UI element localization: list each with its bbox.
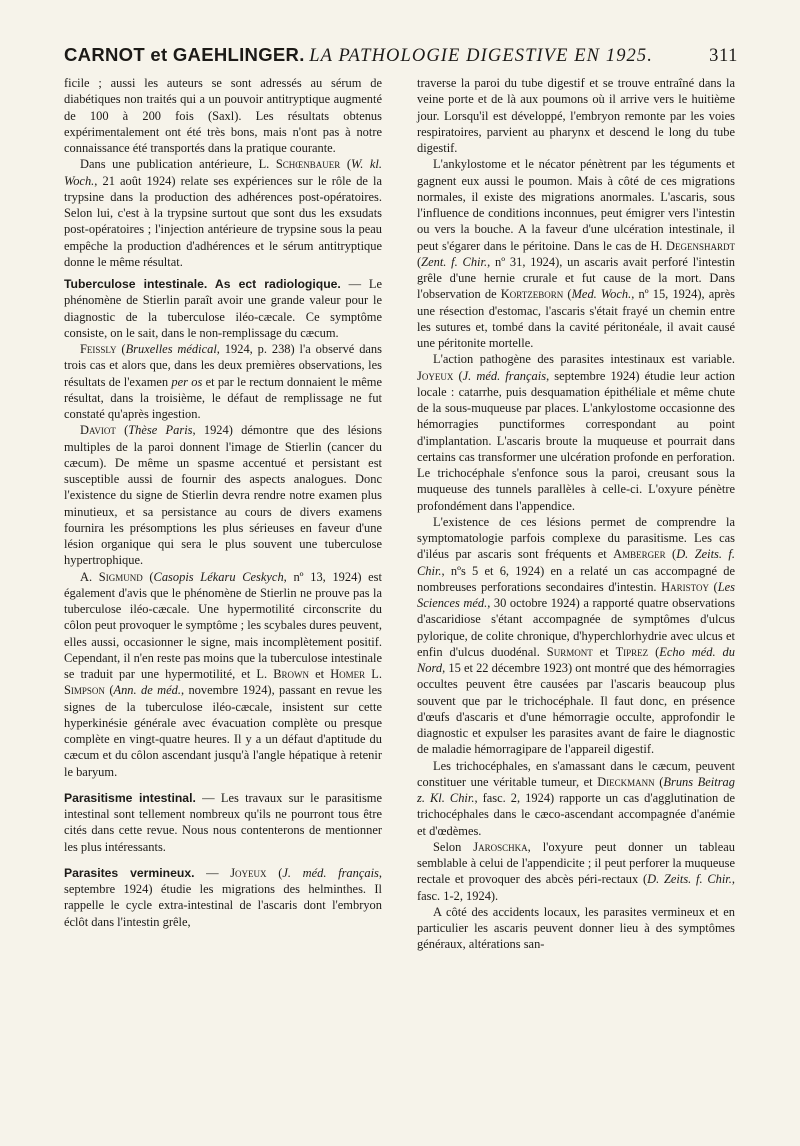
- paragraph: L'ankylostome et le nécator pénètrent par les téguments et gagnent eux aussi le poumon. Mais à côté de ces migrations normales, il existe des migrations anormales. L'ascaris, sous l'influence de conditions inconnues, peut émigrer vers l'intestin ou vers la bouche. A la faveur d'une ulcération intestinale, il peut s'égarer dans le péritoine. Dans le cas de H. Degenshardt (Zent. f. Chir., nº 31, 1924), un ascaris avait perforé l'intestin grêle d'une hernie crurale et fut cause de la mort. Dans l'observation de Kortzeborn (Med. Woch., nº 15, 1924), après une résection d'estomac, l'ascaris s'était frayé un chemin entre les sutures et, tombé dans la cavité péritonéale, il avait causé une péritonite mortelle.: [417, 157, 736, 350]
- journal-citation: Med. Woch.: [571, 287, 632, 302]
- author-name: Haristoy: [661, 579, 709, 594]
- journal-citation: Zent. f. Chir.: [421, 254, 488, 269]
- section-heading: Parasites vermineux.: [64, 865, 195, 880]
- paragraph: A. Sigmund (Casopis Lékaru Ceskych, nº 13, 1924) est également d'avis que le phénomène de Stierlin ne prouve pas la tuberculose iléo-cæcale. Une hypermotilité circonscrite du côlon peut provoquer le symptôme ; les scybales dures peuvent, elles aussi, occasionner le signe, mais incomplètement positif. Cependant, il n'en reste pas moins que la tuberculose intestinale se traduit par une hypermotilité, et L. Brown et Homer L. Simpson (Ann. de méd., novembre 1924), passant en revue les signes de la tuberculose iléo-cæcale, insistent sur cette hyperkinésie générale avec évacuation complète ou presque complète en vingt-quatre heures. Il y a un défaut d'aptitude du cæcum et du côlon ascendant jusqu'à l'angle hépatique à retenir le baryum.: [64, 569, 382, 779]
- author-name: A. Sigmund: [80, 569, 143, 584]
- section-heading: Tuberculose intestinale. As ect radiologique.: [64, 277, 341, 291]
- author-name: Surmont: [546, 644, 593, 659]
- paragraph: ficile ; aussi les auteurs se sont adressés au sérum de diabétiques non traités qui a un pouvoir antitryptique augmenté de 100 à 200 fois (Saxl). Les résultats obtenus expérimentalement ont été très bons, mais n'ont pas à notre connaissance été transportés dans la pratique courante.: [64, 76, 382, 155]
- paragraph: Les trichocéphales, en s'amassant dans le cæcum, peuvent constituer une véritable tumeur, et Dieckmann (Bruns Beitrag z. Kl. Chir., fasc. 2, 1924) rapporte un cas d'agglutination de trichocéphales dans le cæco-ascendant accompagnée d'anémie et d'œdèmes.: [417, 758, 735, 838]
- paragraph: L'action pathogène des parasites intestinaux est variable. Joyeux (J. méd. français, septembre 1924) étudie leur action locale : catarrhe, puis desquamation épithéliale et même chute de la sous-muqueuse par places. L'ankylostome occasionne des hémorragies punctiformes correspondant au point d'implantation. L'ascaris broute la muqueuse et pourrait dans certains cas transformer une ulcération profonde en perforation. Le trichocéphale s'enfonce sous la paroi, creusant sous la muqueuse des tunnels parallèles à celle-ci. L'oxyure pénètre profondément dans l'appendice.: [417, 352, 735, 513]
- paragraph: Daviot (Thèse Paris, 1924) démontre que des lésions multiples de la paroi donnent l'image de Stierlin (cancer du cæcum). De même un spasme accentué et persistant est susceptible aussi de fournir des aspects analogues. Donc l'existence du signe de Stierlin devra rendre notre examen plus minutieux, et sa persistance au cours de divers examens fournira les présomptions les plus sérieuses en faveur d'une lésion organique qui sera le plus souvent une tuberculose hypertrophique.: [64, 423, 382, 568]
- author-name: Daviot: [80, 423, 116, 438]
- paragraph: traverse la paroi du tube digestif et se trouve entraîné dans la veine porte et de là aux poumons où il arrive vers le huitième jour. Lorsqu'il est développé, l'embryon remonte par les voies respiratoires, parvient au pharynx et descend le long du tube digestif.: [417, 76, 735, 155]
- journal-citation: W. kl. Woch.: [64, 157, 382, 188]
- page-number: 311: [709, 46, 738, 66]
- author-name: Dieckmann: [597, 774, 655, 789]
- author-name: H. Degenshardt: [650, 238, 735, 253]
- paragraph: Selon Jaroschka, l'oxyure peut donner un tableau semblable à celui de l'appendicite ; il peut perforer la muqueuse rectale et provoquer des abcès péri-rectaux (D. Zeits. f. Chir., fasc. 1-2, 1924).: [417, 839, 735, 903]
- journal-citation: Ann. de méd.: [113, 683, 181, 698]
- author-name: Jaroschka: [473, 839, 528, 854]
- author-name: Amberger: [613, 547, 666, 562]
- journal-citation: J. méd. français: [282, 865, 379, 880]
- author-name: Tiprez: [615, 644, 649, 659]
- journal-citation: Thèse Paris: [128, 423, 193, 438]
- paragraph: L'existence de ces lésions permet de comprendre la symptomatologie parfois complexe du parasitisme. Les cas d'iléus par ascaris sont fréquents et Amberger (D. Zeits. f. Chir., nºs 5 et 6, 1924) en a relaté un cas accompagné de nombreuses perforations secondaires d'intestin. Haristoy (Les Sciences méd., 30 octobre 1924) a rapporté quatre observations d'ascaridiose s'étant accompagnée de symptômes d'ulcus pylorique, de colite chronique, d'hyperchlorhydrie avec ulcus et enfin d'ulcus duodénal. Surmont et Tiprez (Echo méd. du Nord, 15 et 22 décembre 1923) ont montré que des hémorragies occultes peuvent être causées par l'ascaris beaucoup plus souvent que par le trichocéphale. Il faut donc, en présence d'œufs d'ascaris et d'une hémorragie occulte, approfondir le diagnostic et expulser les parasites avant de faire le diagnostic de maladie hémorragipare de l'appareil digestif.: [417, 514, 735, 757]
- paragraph: Parasites vermineux. — Joyeux (J. méd. français, septembre 1924) étudie les migrations des helminthes. Il rappelle le cycle extra-intestinal de l'ascaris dont l'embryon éclôt dans l'intestin grêle,: [64, 865, 382, 929]
- author-name: Homer L. Simpson: [64, 667, 382, 698]
- journal-citation: Echo méd. du Nord: [417, 644, 735, 675]
- journal-citation: D. Zeits. f. Chir.: [417, 547, 735, 578]
- journal-citation: Bruns Beitrag z. Kl. Chir.: [417, 774, 735, 805]
- journal-citation: Casopis Lékaru Ceskych: [153, 569, 284, 584]
- header-authors: CARNOT et GAEHLINGER.: [64, 44, 305, 65]
- journal-citation: Bruxelles médical: [125, 342, 217, 356]
- paragraph: Dans une publication antérieure, L. Schœnbauer (W. kl. Woch., 21 août 1924) relate ses expériences sur le rôle de la trypsine dans la production des adhérences post-opératoires. Selon lui, c'est à la trypsine surtout que sont dus les exsudats post-opératoires ; l'injection antérieure de trypsine sous la peau empêche la production d'adhérences et le sérum antitryptique donne le même résultat.: [64, 157, 382, 269]
- author-name: Feissly: [80, 342, 117, 356]
- running-header: [64, 44, 738, 67]
- paragraph: Parasitisme intestinal. — Les travaux sur le parasitisme intestinal sont tellement nombreux qu'ils ne pourront tous être cités dans cette revue. Nous nous contenterons de mentionner les plus intéressants.: [64, 790, 383, 854]
- paragraph: Tuberculose intestinale. As ect radiologique. — Le phénomène de Stierlin paraît avoir une grande valeur pour le diagnostic de la tuberculose iléo-cæcale. Ce symptôme consiste, on le sait, dans le non-remplissage du cæcum.: [64, 277, 382, 340]
- paragraph: A côté des accidents locaux, les parasites vermineux et en particulier les ascaris peuvent donner lieu à des symptômes généraux, altérations san-: [417, 904, 735, 952]
- author-name: Kortzeborn: [500, 287, 564, 302]
- author-name: Joyeux: [417, 368, 454, 383]
- right-column: [417, 75, 735, 953]
- journal-citation: Les Sciences méd.: [417, 579, 735, 610]
- author-name: L. Schœnbauer: [258, 157, 341, 172]
- left-column: [64, 75, 382, 930]
- journal-citation: D. Zeits. f. Chir.: [647, 872, 732, 887]
- header-title: LA PATHOLOGIE DIGESTIVE EN 1925.: [309, 46, 653, 66]
- author-name: Joyeux: [230, 865, 267, 880]
- paragraph: Feissly (Bruxelles médical, 1924, p. 238) l'a observé dans trois cas et alors que, dans les deux premières observations, les résultats de l'examen per os et par le rectum donnaient le même résultat, dans la troisième, le défaut de remplissage ne fut constaté qu'après ingestion.: [64, 342, 383, 421]
- author-name: L. Brown: [256, 667, 309, 681]
- section-heading: Parasitisme intestinal.: [64, 790, 196, 805]
- journal-citation: J. méd. français: [462, 368, 547, 383]
